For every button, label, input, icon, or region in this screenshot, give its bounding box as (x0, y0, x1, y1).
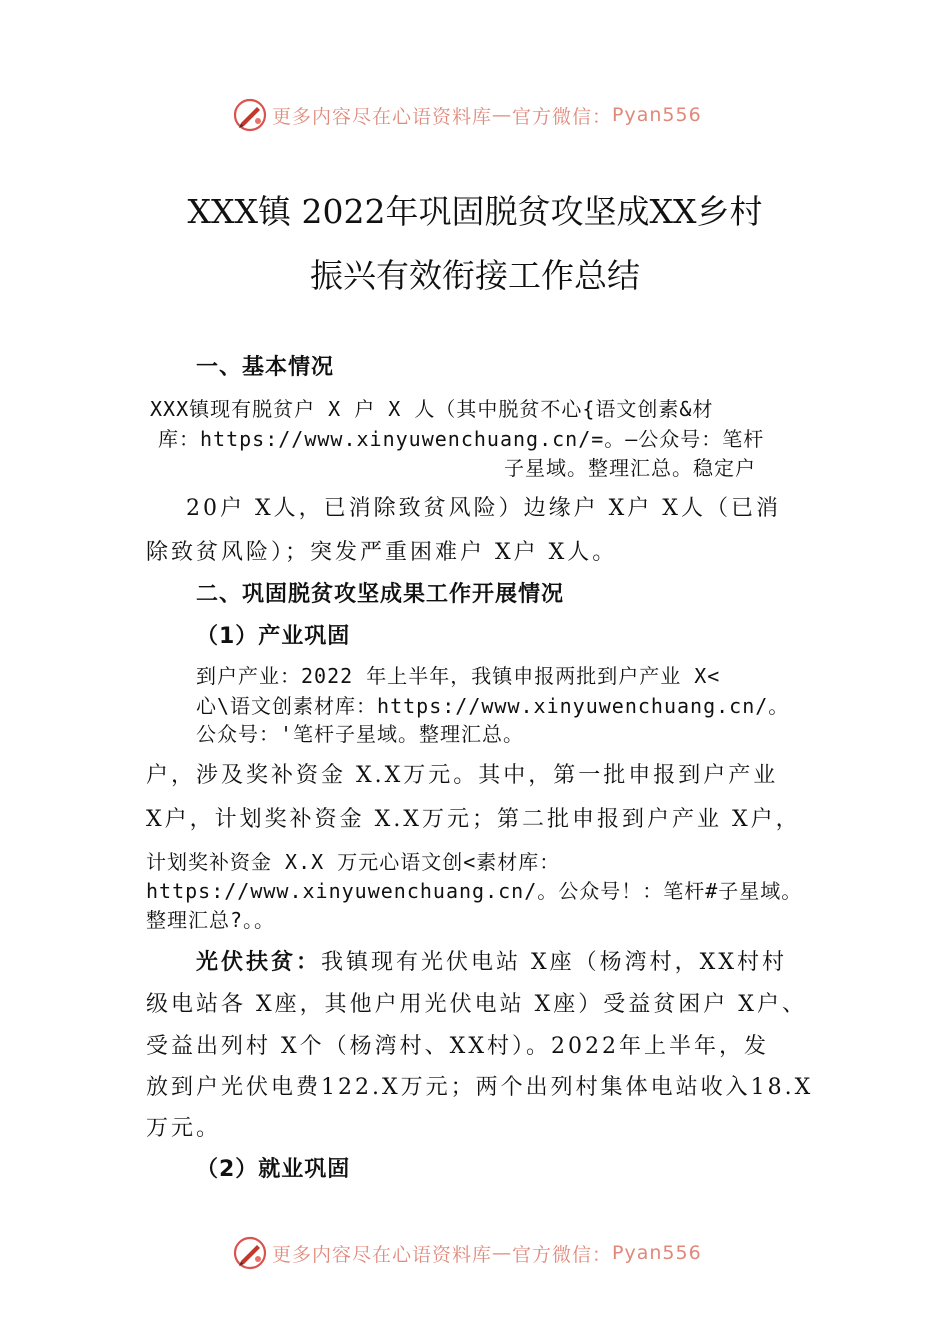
banner-wechat-label: 官方微信： (512, 1243, 613, 1266)
subsection-heading-industry: （1）产业巩固 (196, 624, 351, 649)
paragraph-line: 20户 X人，已消除致贫风险）边缘户 X户 X人（已消 (186, 496, 781, 521)
paragraph-line: 子星域。整理汇总。稳定户 (504, 456, 756, 480)
header-banner (232, 95, 702, 135)
paragraph-line: 户，涉及奖补资金 X.X万元。其中，第一批申报到户产业 (146, 763, 779, 788)
document-title-line-1: XXX镇 2022年巩固脱贫攻坚成XX乡村 (187, 192, 763, 231)
paragraph-line: 除致贫风险）；突发严重困难户 X户 X人。 (146, 540, 618, 565)
banner-dash: — (492, 104, 513, 126)
paragraph-line: 级电站各 X座，其他户用光伏电站 X座）受益贫困户 X户、 (146, 992, 807, 1017)
paragraph-text: 我镇现有光伏电站 X座（杨湾村，XX村村 (321, 950, 787, 975)
paragraph-line: 到户产业：2022 年上半年，我镇申报两批到户产业 X< (196, 664, 721, 688)
paragraph-line: 计划奖补资金 X.X 万元心语文创<素材库： (146, 850, 561, 874)
document-title-line-2: 振兴有效衔接工作总结 (310, 256, 640, 295)
banner-wechat-id: Pyan556 (612, 104, 702, 126)
banner-dash: — (492, 1242, 513, 1264)
banner-wechat-label: 官方微信： (512, 105, 613, 128)
paragraph-line: 受益出列村 X个（杨湾村、XX村）。2022年上半年，发 (146, 1034, 769, 1059)
subsection-heading-employment: （2）就业巩固 (196, 1157, 351, 1182)
section-heading-basic: 一、基本情况 (196, 355, 335, 380)
pen-logo-icon (232, 97, 268, 133)
section-heading-results: 二、巩固脱贫攻坚成果工作开展情况 (196, 582, 565, 607)
paragraph-line: 心\语文创素材库：https://www.xinyuwenchuang.cn/。 (196, 694, 790, 718)
footer-banner (232, 1233, 702, 1273)
pen-logo-icon (232, 1235, 268, 1271)
banner-wechat-id: Pyan556 (612, 1242, 702, 1264)
paragraph-line: X户，计划奖补资金 X.X万元；第二批申报到户产业 X户， (146, 807, 801, 832)
paragraph-line: 公众号：'笔杆子星域。整理汇总。 (196, 722, 525, 746)
banner-slogan: 更多内容尽在心语资料库 (272, 1243, 493, 1266)
paragraph-line: XXX镇现有脱贫户 X 户 X 人（其中脱贫不心{语文创素&材 (150, 397, 714, 421)
paragraph-line (196, 945, 787, 976)
paragraph-line: https://www.xinyuwenchuang.cn/。公众号！：笔杆#子星域。 (146, 879, 803, 903)
banner-slogan: 更多内容尽在心语资料库 (272, 105, 493, 128)
photovoltaic-lead: 光伏扶贫： (196, 950, 322, 975)
paragraph-line: 整理汇总?。。 (146, 908, 276, 932)
paragraph-line: 库：https://www.xinyuwenchuang.cn/=。—公众号：笔杆 (158, 427, 765, 451)
paragraph-line: 万元。 (146, 1116, 222, 1141)
paragraph-line: 放到户光伏电费122.X万元；两个出列村集体电站收入18.X (146, 1075, 814, 1100)
